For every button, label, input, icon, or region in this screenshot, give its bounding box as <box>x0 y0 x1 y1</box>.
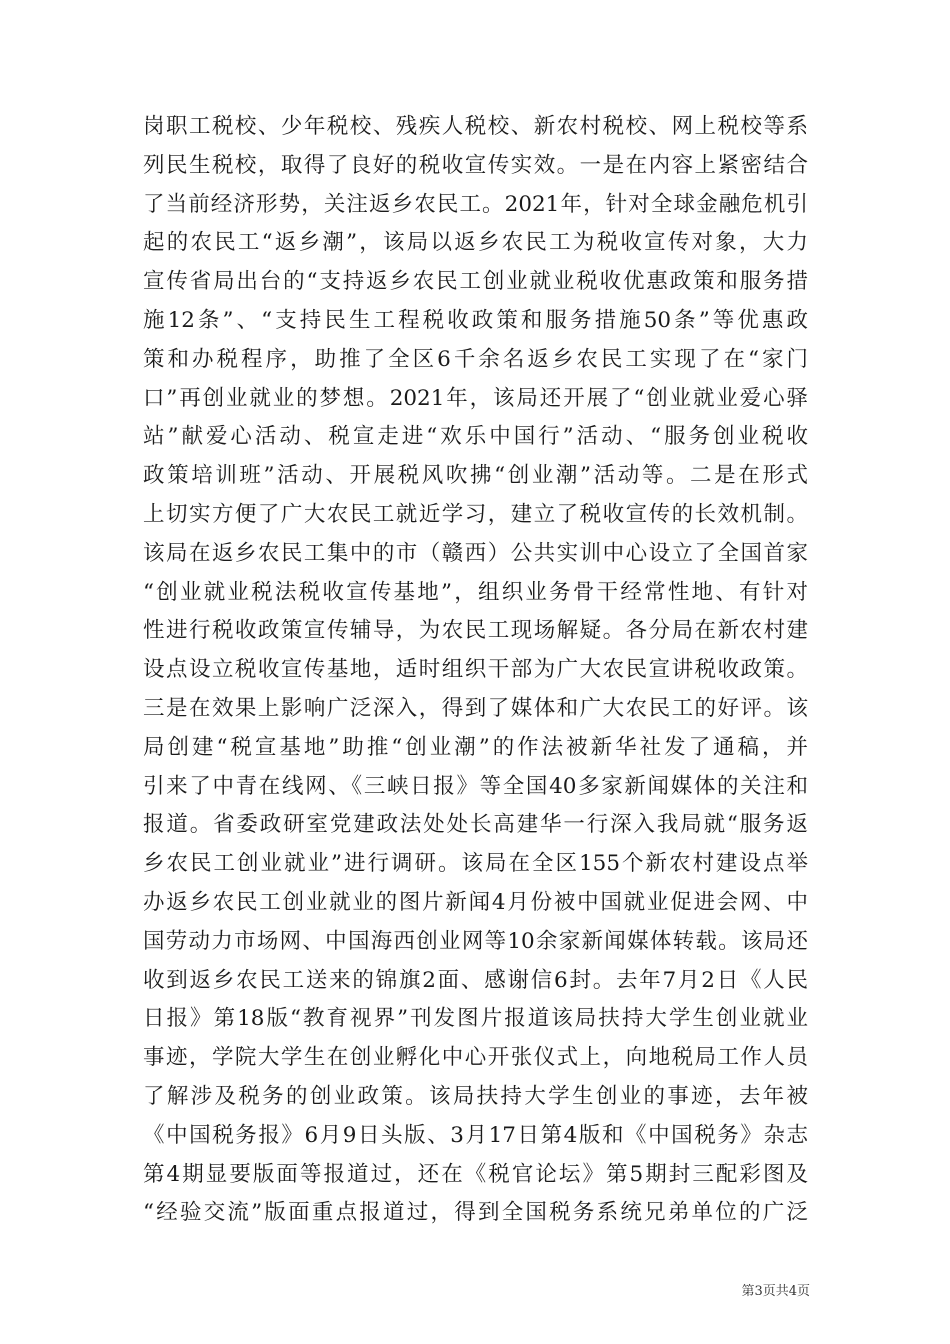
text-line-5: 宣传省局出台的“支持返乡农民工创业就业税收优惠政策和服务措 <box>143 269 808 295</box>
text-line-21: 办返乡农民工创业就业的图片新闻4月份被中国就业促进会网、中 <box>143 889 808 915</box>
text-line-2: 列民生税校，取得了良好的税收宣传实效。一是在内容上紧密结合 <box>143 152 808 178</box>
text-line-3: 了当前经济形势，关注返乡农民工。2021年，针对全球金融危机引 <box>143 191 808 217</box>
page-number: 第3页共4页 <box>741 1284 810 1299</box>
text-line-9: 站”献爱心活动、税宣走进“欢乐中国行”活动、“服务创业税收 <box>143 424 808 450</box>
text-line-8: 口”再创业就业的梦想。2021年，该局还开展了“创业就业爱心驿 <box>143 385 808 411</box>
text-line-7: 策和办税程序，助推了全区6千余名返乡农民工实现了在“家门 <box>143 346 808 372</box>
text-line-1: 岗职工税校、少年税校、残疾人税校、新农村税校、网上税校等系 <box>143 114 808 139</box>
text-line-29: “经验交流”版面重点报道过，得到全国税务系统兄弟单位的广泛 <box>143 1200 808 1226</box>
text-line-23: 收到返乡农民工送来的锦旗2面、感谢信6封。去年7月2日《人民 <box>143 967 808 993</box>
text-line-22: 国劳动力市场网、中国海西创业网等10余家新闻媒体转载。该局还 <box>143 928 808 954</box>
text-line-14: 性进行税收政策宣传辅导，为农民工现场解疑。各分局在新农村建 <box>143 618 808 644</box>
text-line-13: “创业就业税法税收宣传基地”，组织业务骨干经常性地、有针对 <box>143 579 808 605</box>
text-line-24: 日报》第18版“教育视界”刊发图片报道该局扶持大学生创业就业 <box>143 1006 808 1032</box>
text-line-18: 引来了中青在线网、《三峡日报》等全国40多家新闻媒体的关注和 <box>143 773 808 799</box>
text-line-10: 政策培训班”活动、开展税风吹拂“创业潮”活动等。二是在形式 <box>143 463 808 489</box>
text-line-20: 乡农民工创业就业”进行调研。该局在全区155个新农村建设点举 <box>143 851 808 877</box>
text-line-6: 施12条”、“支持民生工程税收政策和服务措施50条”等优惠政 <box>143 307 808 333</box>
text-line-19: 报道。省委政研室党建政法处处长高建华一行深入我局就“服务返 <box>143 812 808 838</box>
text-line-17: 局创建“税宣基地”助推“创业潮”的作法被新华社发了通稿，并 <box>143 734 808 760</box>
text-line-12: 该局在返乡农民工集中的市（赣西）公共实训中心设立了全国首家 <box>143 540 808 566</box>
text-line-28: 第4期显要版面等报道过，还在《税官论坛》第5期封三配彩图及 <box>143 1161 808 1187</box>
body-text <box>143 108 808 1233</box>
text-line-27: 《中国税务报》6月9日头版、3月17日第4版和《中国税务》杂志 <box>143 1122 808 1148</box>
text-line-11: 上切实方便了广大农民工就近学习，建立了税收宣传的长效机制。 <box>143 501 808 527</box>
text-line-16: 三是在效果上影响广泛深入，得到了媒体和广大农民工的好评。该 <box>143 695 808 721</box>
text-line-25: 事迹，学院大学生在创业孵化中心开张仪式上，向地税局工作人员 <box>143 1045 808 1071</box>
text-line-26: 了解涉及税务的创业政策。该局扶持大学生创业的事迹，去年被 <box>143 1083 808 1109</box>
text-line-4: 起的农民工“返乡潮”，该局以返乡农民工为税收宣传对象，大力 <box>143 230 808 256</box>
text-line-15: 设点设立税收宣传基地，适时组织干部为广大农民宣讲税收政策。 <box>143 657 808 683</box>
